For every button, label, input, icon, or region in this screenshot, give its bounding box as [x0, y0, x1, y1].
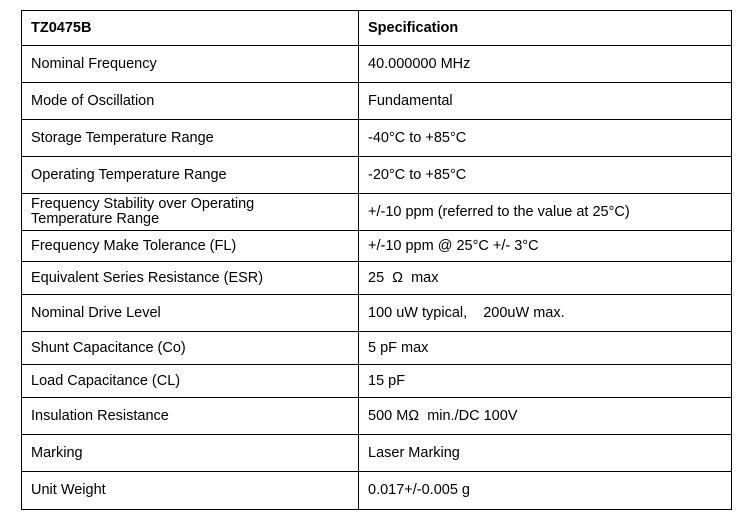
- table-row: [22, 194, 732, 231]
- param-value: Laser Marking: [359, 435, 732, 472]
- param-value: 40.000000 MHz: [359, 46, 732, 83]
- param-value: 500 MΩ min./DC 100V: [359, 398, 732, 435]
- table-row: [22, 472, 732, 510]
- param-label: Operating Temperature Range: [22, 157, 359, 194]
- param-value: Fundamental: [359, 83, 732, 120]
- table-row: [22, 398, 732, 435]
- param-label: Shunt Capacitance (Co): [22, 332, 359, 365]
- specification-table: [21, 10, 732, 510]
- param-value: -40°C to +85°C: [359, 120, 732, 157]
- param-label: Marking: [22, 435, 359, 472]
- table-row: [22, 120, 732, 157]
- param-value: 5 pF max: [359, 332, 732, 365]
- table-row: [22, 332, 732, 365]
- param-value: +/-10 ppm (referred to the value at 25°C): [359, 194, 732, 231]
- param-value: 15 pF: [359, 365, 732, 398]
- header-specification: Specification: [359, 11, 732, 46]
- table-row: [22, 46, 732, 83]
- param-label: Unit Weight: [22, 472, 359, 510]
- param-value: 25 Ω max: [359, 262, 732, 295]
- header-part-number: TZ0475B: [22, 11, 359, 46]
- table-row: [22, 365, 732, 398]
- table-row: [22, 262, 732, 295]
- param-label: Insulation Resistance: [22, 398, 359, 435]
- param-label: Equivalent Series Resistance (ESR): [22, 262, 359, 295]
- table-row: [22, 157, 732, 194]
- param-label: [22, 194, 359, 231]
- param-value: -20°C to +85°C: [359, 157, 732, 194]
- param-value: +/-10 ppm @ 25°C +/- 3°C: [359, 231, 732, 262]
- table-header-row: [22, 11, 732, 46]
- param-label: Nominal Frequency: [22, 46, 359, 83]
- param-label: Mode of Oscillation: [22, 83, 359, 120]
- param-value: 0.017+/-0.005 g: [359, 472, 732, 510]
- param-label: Nominal Drive Level: [22, 295, 359, 332]
- param-label: Load Capacitance (CL): [22, 365, 359, 398]
- param-value: 100 uW typical, 200uW max.: [359, 295, 732, 332]
- param-label-text: Frequency Stability over Operating Temperature Range: [31, 196, 255, 227]
- param-label: Storage Temperature Range: [22, 120, 359, 157]
- table-row: [22, 231, 732, 262]
- table-row: [22, 83, 732, 120]
- table-row: [22, 435, 732, 472]
- table-row: [22, 295, 732, 332]
- param-label: Frequency Make Tolerance (FL): [22, 231, 359, 262]
